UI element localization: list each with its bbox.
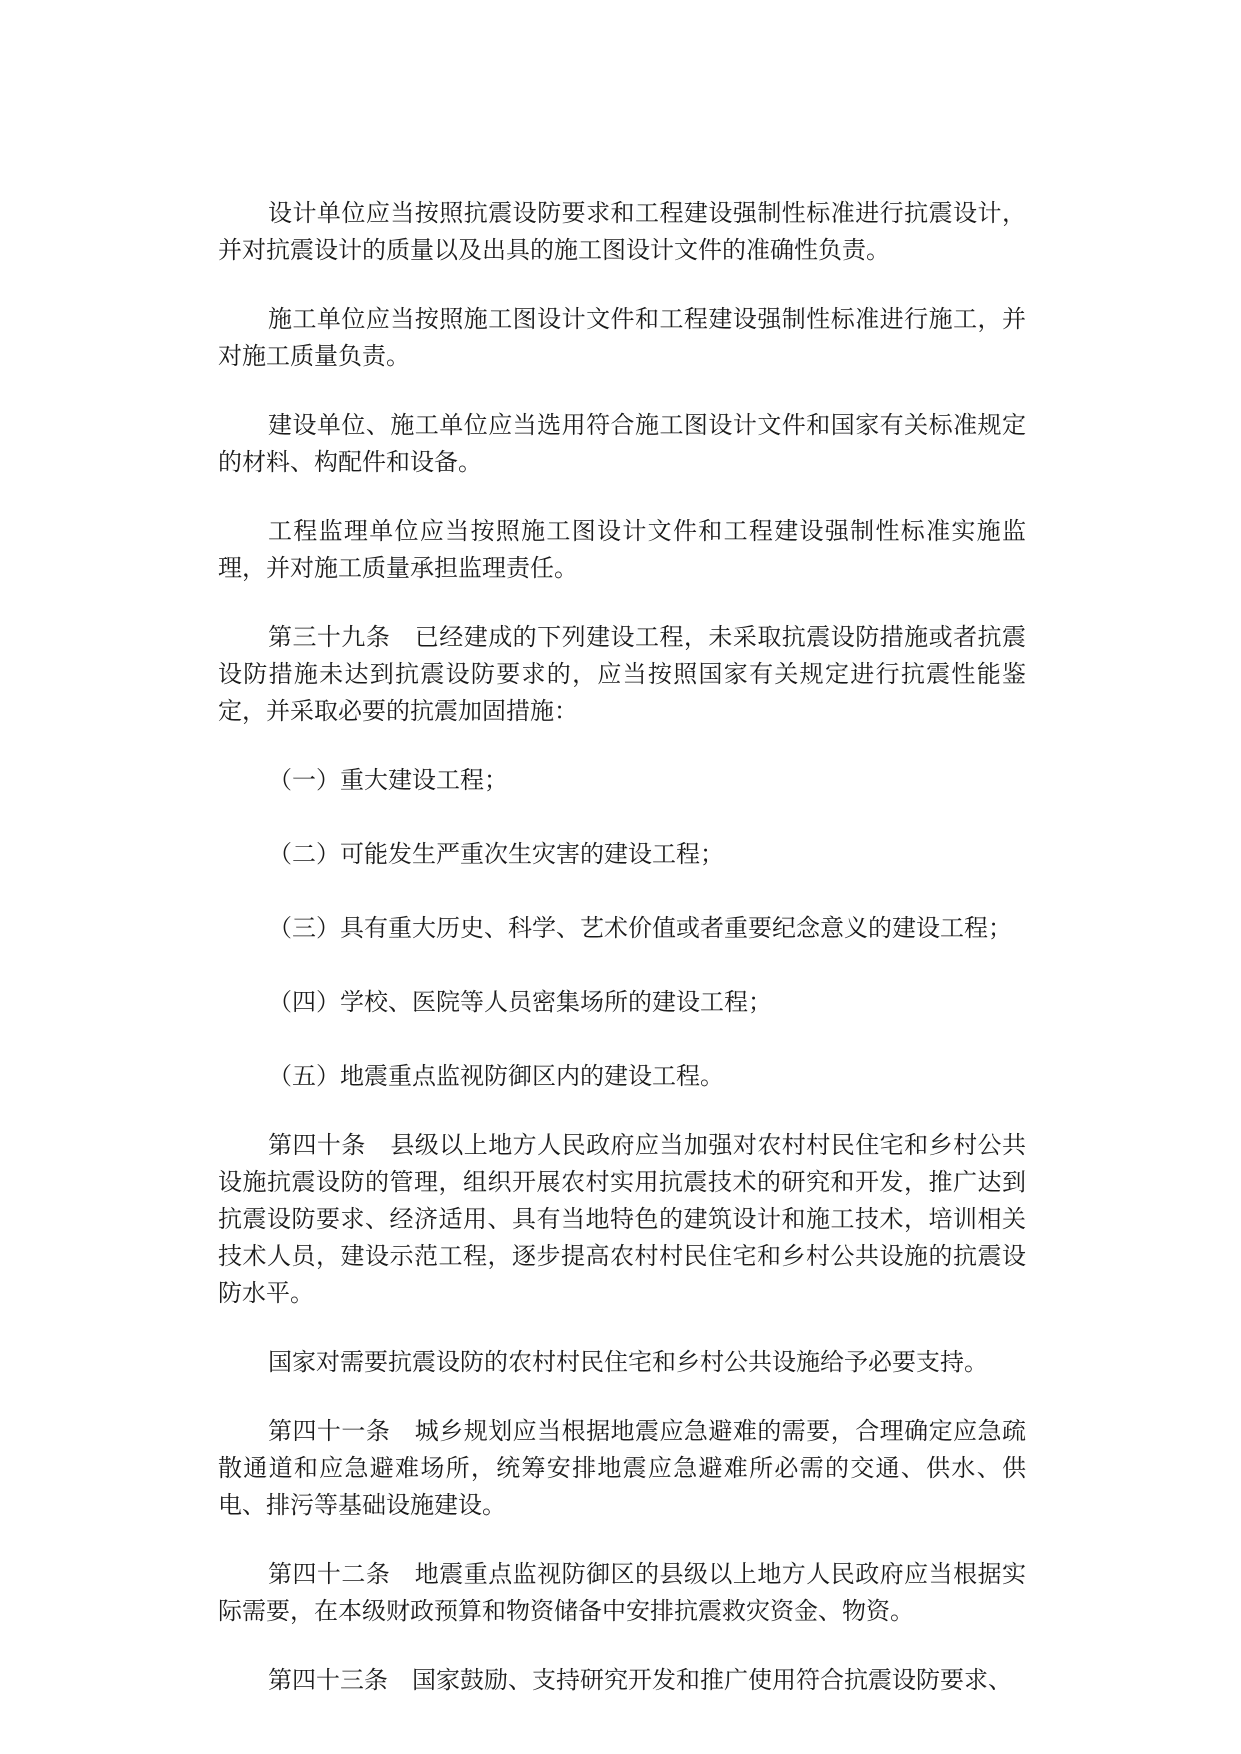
list-item-3: （三）具有重大历史、科学、艺术价值或者重要纪念意义的建设工程； [268, 914, 1012, 942]
paragraph-construction-unit: 施工单位应当按照施工图设计文件和工程建设强制性标准进行施工，并对施工质量负责。 [218, 305, 1026, 370]
paragraph-building-materials: 建设单位、施工单位应当选用符合施工图设计文件和国家有关标准规定的材料、构配件和设备。 [218, 411, 1026, 476]
list-item-1: （一）重大建设工程； [268, 766, 508, 794]
list-item-4: （四）学校、医院等人员密集场所的建设工程； [268, 988, 772, 1016]
list-item-5: （五）地震重点监视防御区内的建设工程。 [268, 1062, 724, 1090]
document-body [218, 195, 1026, 1731]
list-item-2: （二）可能发生严重次生灾害的建设工程； [268, 840, 724, 868]
paragraph-design-unit: 设计单位应当按照抗震设防要求和工程建设强制性标准进行抗震设计，并对抗震设计的质量以及出具的施工图设计文件的准确性负责。 [218, 199, 1026, 264]
paragraph-article-39: 第三十九条 已经建成的下列建设工程，未采取抗震设防措施或者抗震设防措施未达到抗震设防要求的，应当按照国家有关规定进行抗震性能鉴定，并采取必要的抗震加固措施： [218, 623, 1026, 725]
paragraph-article-42: 第四十二条 地震重点监视防御区的县级以上地方人民政府应当根据实际需要，在本级财政预算和物资储备中安排抗震救灾资金、物资。 [218, 1560, 1026, 1625]
paragraph-rural-support: 国家对需要抗震设防的农村村民住宅和乡村公共设施给予必要支持。 [268, 1348, 988, 1376]
paragraph-supervision-unit: 工程监理单位应当按照施工图设计文件和工程建设强制性标准实施监理，并对施工质量承担监理责任。 [218, 517, 1026, 582]
paragraph-article-40: 第四十条 县级以上地方人民政府应当加强对农村村民住宅和乡村公共设施抗震设防的管理，组织开展农村实用抗震技术的研究和开发，推广达到抗震设防要求、经济适用、具有当地特色的建筑设计和施工技术，培训相关技术人员，建设示范工程，逐步提高农村村民住宅和乡村公共设施的抗震设防水平。 [218, 1131, 1026, 1307]
paragraph-article-41: 第四十一条 城乡规划应当根据地震应急避难的需要，合理确定应急疏散通道和应急避难场所，统筹安排地震应急避难所必需的交通、供水、供电、排污等基础设施建设。 [218, 1417, 1026, 1519]
paragraph-article-43: 第四十三条 国家鼓励、支持研究开发和推广使用符合抗震设防要求、 [268, 1666, 1012, 1694]
